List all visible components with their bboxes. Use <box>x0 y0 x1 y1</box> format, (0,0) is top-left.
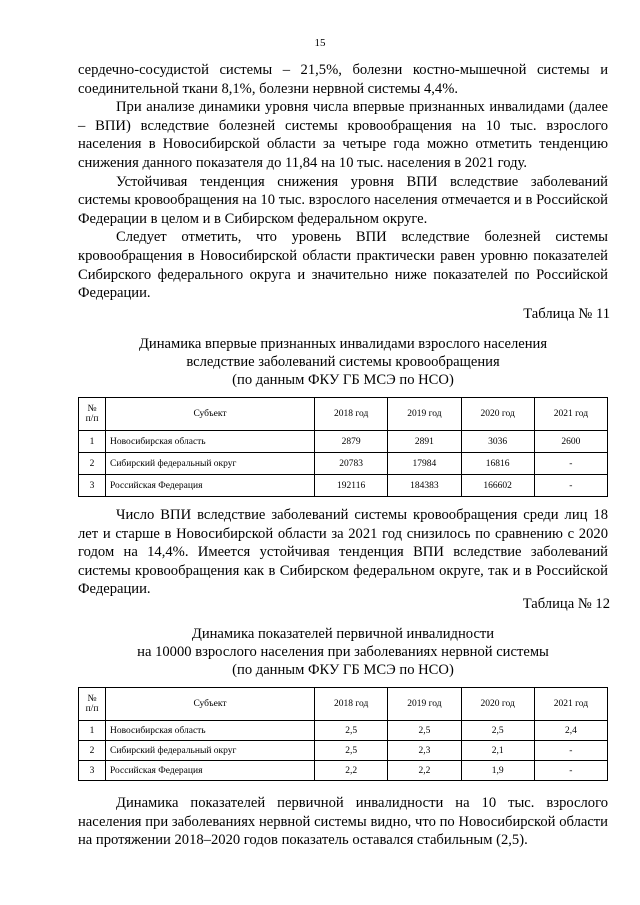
header-cell: 2019 год <box>388 688 461 721</box>
table-cell: Сибирский федеральный округ <box>106 741 315 761</box>
header-cell: № п/п <box>79 398 106 431</box>
text-block-bottom <box>78 794 608 850</box>
table-cell: 1 <box>79 431 106 453</box>
table-header-row <box>79 398 608 431</box>
table-cell: 2891 <box>388 431 461 453</box>
table-cell: 2,2 <box>315 761 388 781</box>
paragraph: Число ВПИ вследствие заболеваний системы кровообращения среди лиц 18 лет и старше в Новосибирской области за 2021 год снизилось по сравнению с 2020 годом на 14,4%. Имеется устойчивая тенденция ВПИ вследствие заболеваний системы кровообращения как в Сибирском федеральном округе, так и в Российской Федерации. <box>78 507 608 598</box>
table-cell: 20783 <box>315 453 388 475</box>
table-cell: 16816 <box>461 453 534 475</box>
header-cell: 2020 год <box>461 398 534 431</box>
table-cell: - <box>534 761 607 781</box>
header-cell: 2019 год <box>388 398 461 431</box>
table-11-label: Таблица № 11 <box>523 306 610 322</box>
table-cell: 2,1 <box>461 741 534 761</box>
table-12-label: Таблица № 12 <box>522 596 610 612</box>
table-cell: 1,9 <box>461 761 534 781</box>
table-cell: - <box>534 741 607 761</box>
text-block-middle <box>78 506 608 599</box>
paragraph: Устойчивая тенденция снижения уровня ВПИ вследствие заболеваний системы кровообращения на 10 тыс. взрослого населения отмечается и в Российской Федерации в целом и в Сибирском федеральном округе. <box>78 173 608 227</box>
header-cell: 2020 год <box>461 688 534 721</box>
text-block-top <box>78 61 608 303</box>
table-cell: 3 <box>79 475 106 497</box>
paragraph: Динамика показателей первичной инвалидности на 10 тыс. взрослого населения при заболеваниях нервной системы видно, что по Новосибирской области на протяжении 2018–2020 годов показатель оставался стабильным (2,5). <box>78 795 608 849</box>
table-cell: - <box>534 453 607 475</box>
table-cell: 2,5 <box>388 721 461 741</box>
table-cell: 2,4 <box>534 721 607 741</box>
header-cell: 2018 год <box>315 398 388 431</box>
table-cell: 3036 <box>461 431 534 453</box>
table-cell: 2,2 <box>388 761 461 781</box>
table-row <box>79 475 608 497</box>
header-cell: 2021 год <box>534 688 607 721</box>
header-cell: Субъект <box>106 688 315 721</box>
table-cell: 166602 <box>461 475 534 497</box>
table-cell: Российская Федерация <box>106 761 315 781</box>
table-row <box>79 431 608 453</box>
caption-line: (по данным ФКУ ГБ МСЭ по НСО) <box>232 662 454 678</box>
table-row <box>79 761 608 781</box>
header-cell: Субъект <box>106 398 315 431</box>
table-cell: 184383 <box>388 475 461 497</box>
table-11-caption <box>78 335 608 389</box>
table-cell: Российская Федерация <box>106 475 315 497</box>
table-cell: 17984 <box>388 453 461 475</box>
table-cell: 2 <box>79 741 106 761</box>
header-cell: 2018 год <box>315 688 388 721</box>
table-cell: Новосибирская область <box>106 721 315 741</box>
table-cell: 192116 <box>315 475 388 497</box>
table-12-caption <box>78 625 608 679</box>
table-row <box>79 453 608 475</box>
caption-line: Динамика впервые признанных инвалидами взрослого населения <box>138 336 548 352</box>
table-12 <box>78 687 608 781</box>
table-cell: 3 <box>79 761 106 781</box>
caption-line: Динамика показателей первичной инвалидности <box>191 626 495 642</box>
header-cell: 2021 год <box>534 398 607 431</box>
table-cell: Сибирский федеральный округ <box>106 453 315 475</box>
header-cell: № п/п <box>79 688 106 721</box>
caption-line: на 10000 взрослого населения при заболеваниях нервной системы <box>137 644 549 660</box>
paragraph: Следует отметить, что уровень ВПИ вследствие болезней системы кровообращения в Новосибирской области практически равен уровню показателей Сибирского федерального округа и значительно ниже показателей по Российской Федерации. <box>78 229 608 302</box>
table-cell: 2,5 <box>315 721 388 741</box>
table-cell: 2,5 <box>315 741 388 761</box>
table-cell: Новосибирская область <box>106 431 315 453</box>
table-cell: 2 <box>79 453 106 475</box>
table-cell: - <box>534 475 607 497</box>
paragraph: При анализе динамики уровня числа впервые признанных инвалидами (далее – ВПИ) вследствие болезней системы кровообращения на 10 тыс. взрослого населения в Новосибирской области за четыре года можно отметить тенденцию снижения данного показателя до 11,84 на 10 тыс. населения в 2021 году. <box>78 99 608 171</box>
table-11 <box>78 397 608 497</box>
table-cell: 1 <box>79 721 106 741</box>
table-cell: 2,3 <box>388 741 461 761</box>
table-cell: 2879 <box>315 431 388 453</box>
caption-line: вследствие заболеваний системы кровообращения <box>186 354 500 370</box>
table-cell: 2,5 <box>461 721 534 741</box>
page-number: 15 <box>314 37 326 49</box>
paragraph: сердечно-сосудистой системы – 21,5%, болезни костно-мышечной системы и соединительной ткани 8,1%, болезни нервной системы 4,4%. <box>78 62 608 97</box>
table-row <box>79 741 608 761</box>
table-cell: 2600 <box>534 431 607 453</box>
table-row <box>79 721 608 741</box>
caption-line: (по данным ФКУ ГБ МСЭ по НСО) <box>232 372 454 388</box>
table-header-row <box>79 688 608 721</box>
